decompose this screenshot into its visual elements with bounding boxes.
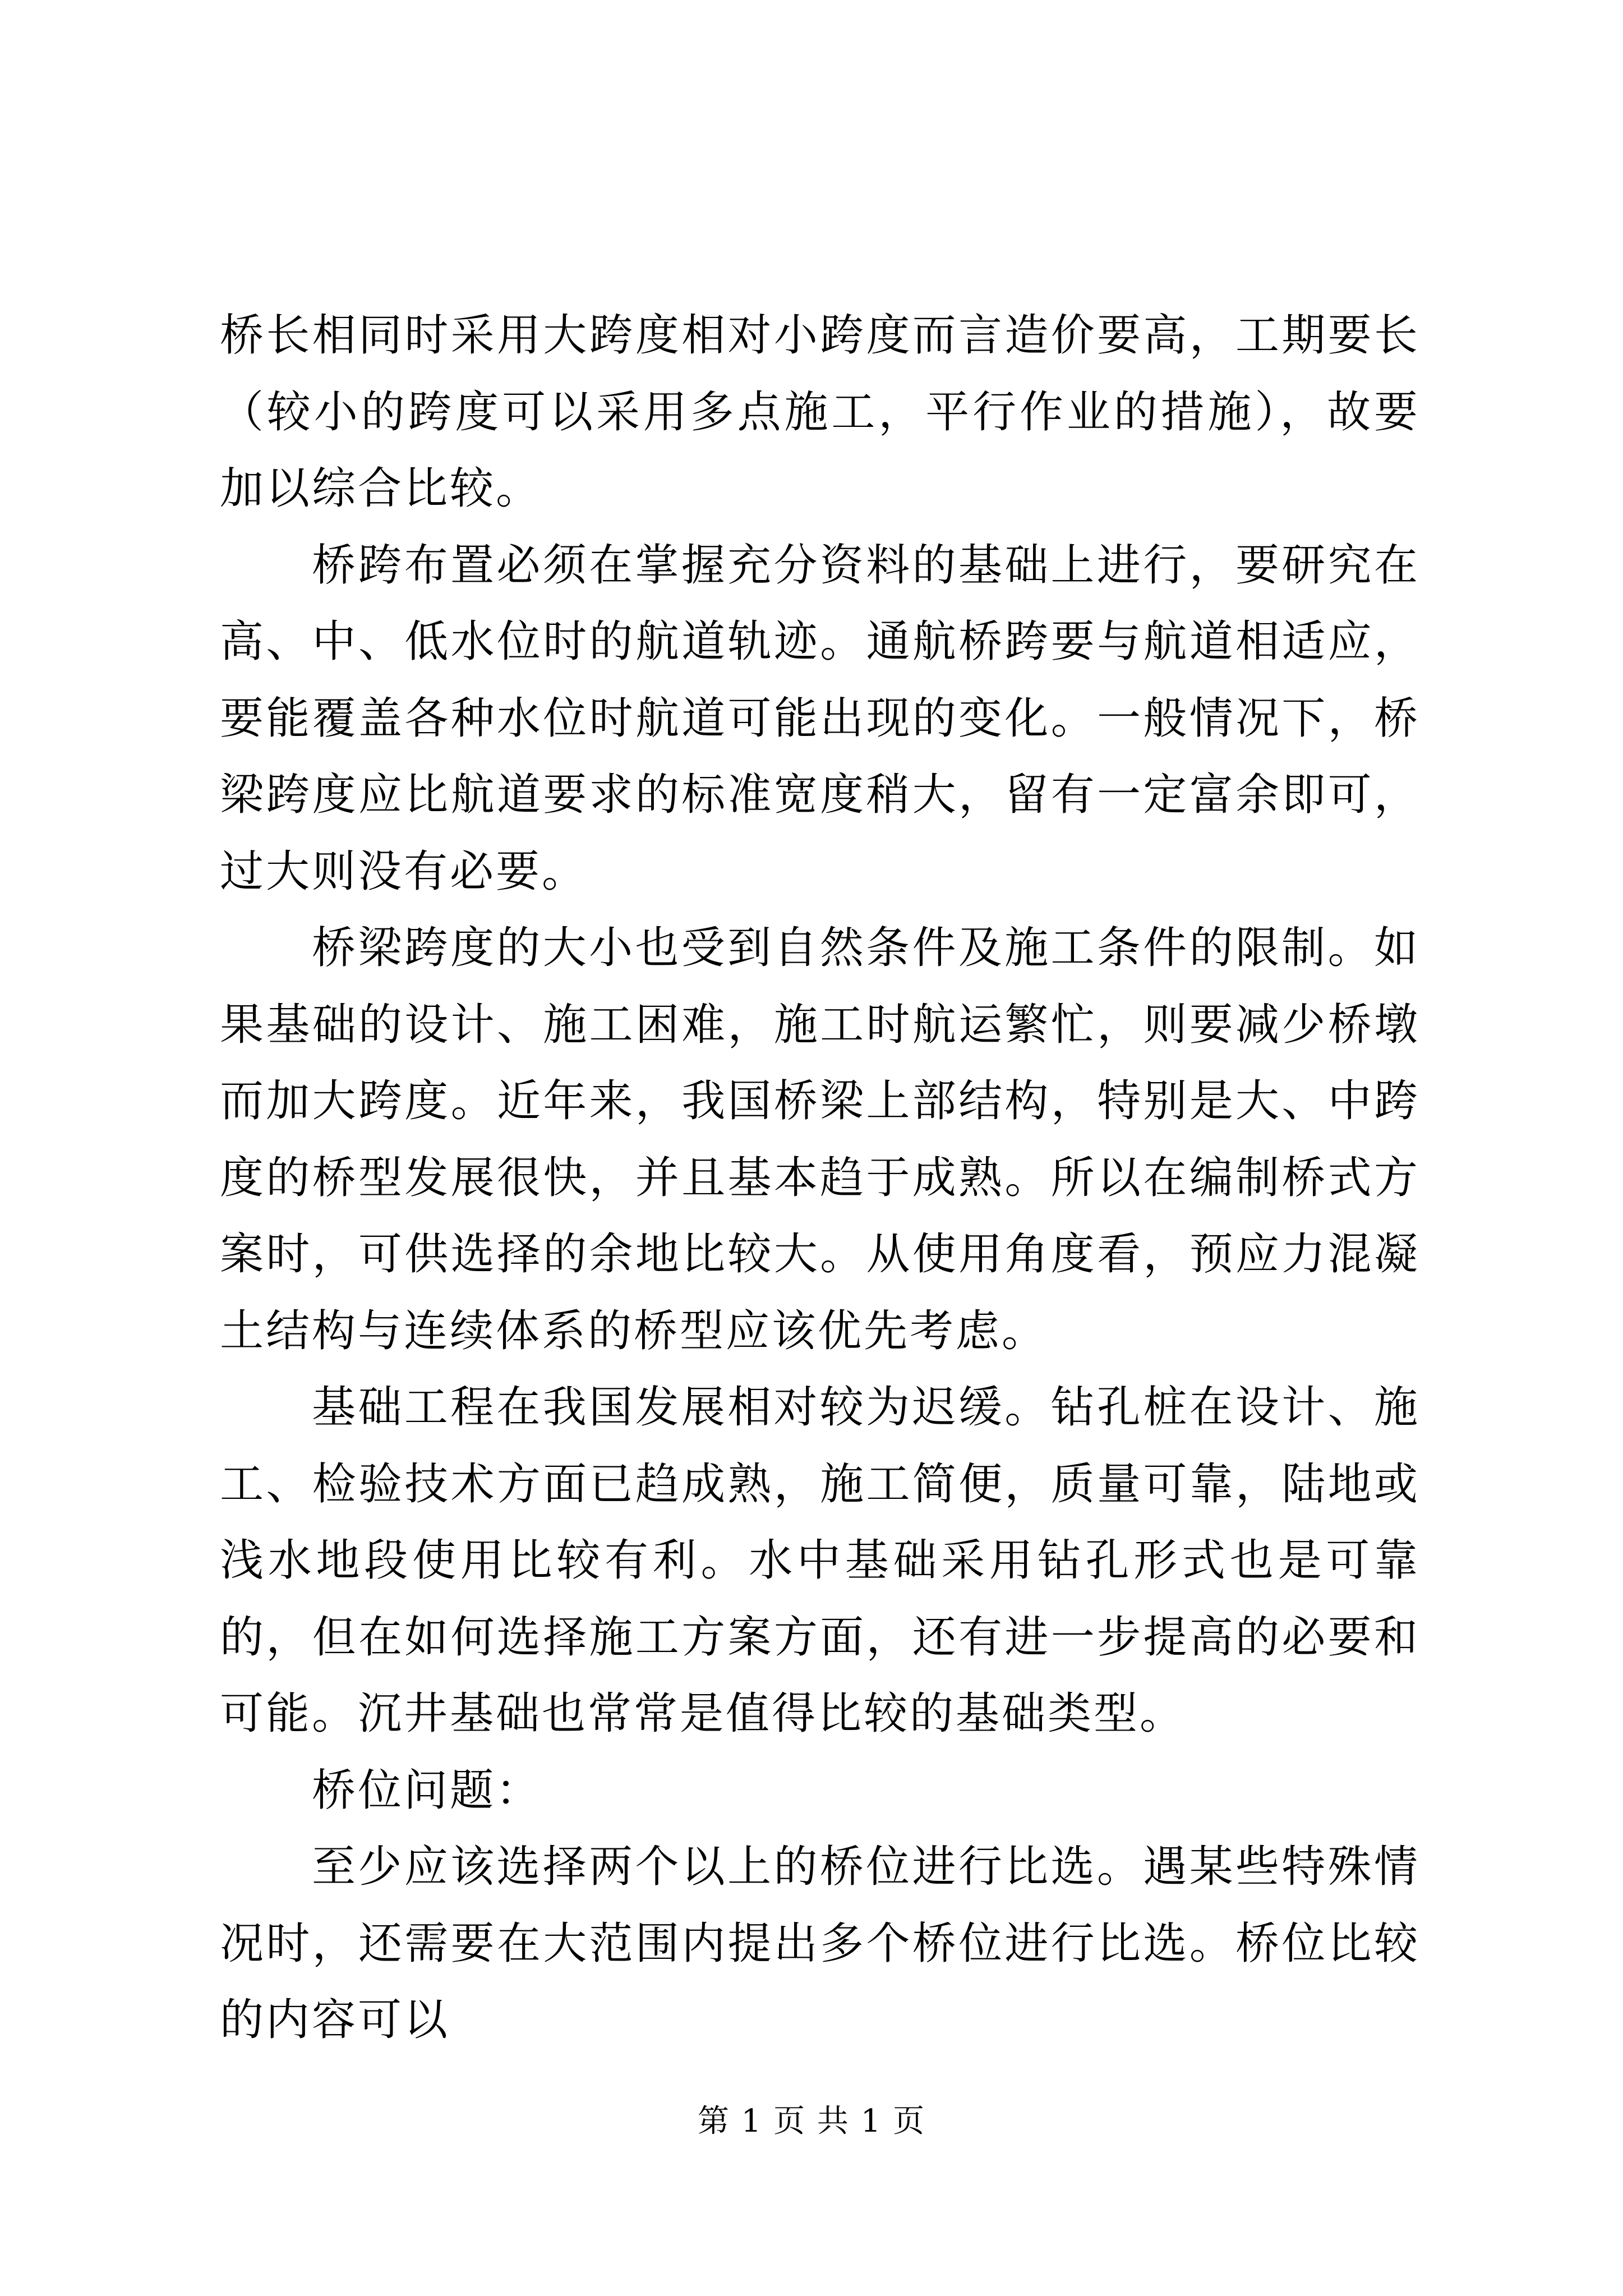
page-footer: 第 1 页 共 1 页 xyxy=(697,2103,926,2139)
paragraph-1: 桥长相同时采用大跨度相对小跨度而言造价要高，工期要长（较小的跨度可以采用多点施工，平行作业的措施），故要加以综合比较。 xyxy=(220,310,1420,514)
paragraph-3: 桥梁跨度的大小也受到自然条件及施工条件的限制。如果基础的设计、施工困难，施工时航运繁忙，则要减少桥墩而加大跨度。近年来，我国桥梁上部结构，特别是大、中跨度的桥型发展很快，并且基本趋于成熟。所以在编制桥式方案时，可供选择的余地比较大。从使用角度看，预应力混凝土结构与连续体系的桥型应该优先考虑。 xyxy=(220,923,1420,1356)
document-body xyxy=(220,297,1420,2059)
paragraph-4: 基础工程在我国发展相对较为迟缓。钻孔桩在设计、施工、检验技术方面已趋成熟，施工简便，质量可靠，陆地或浅水地段使用比较有利。水中基础采用钻孔形式也是可靠的，但在如何选择施工方案方面，还有进一步提高的必要和可能。沉井基础也常常是值得比较的基础类型。 xyxy=(220,1382,1420,1739)
paragraph-5-heading: 桥位问题： xyxy=(312,1765,542,1816)
paragraph-2: 桥跨布置必须在掌握充分资料的基础上进行，要研究在高、中、低水位时的航道轨迹。通航桥跨要与航道相适应，要能覆盖各种水位时航道可能出现的变化。一般情况下，桥梁跨度应比航道要求的标准宽度稍大，留有一定富余即可，过大则没有必要。 xyxy=(220,540,1420,897)
paragraph-6: 至少应该选择两个以上的桥位进行比选。遇某些特殊情况时，还需要在大范围内提出多个桥位进行比选。桥位比较的内容可以 xyxy=(220,1842,1420,2045)
